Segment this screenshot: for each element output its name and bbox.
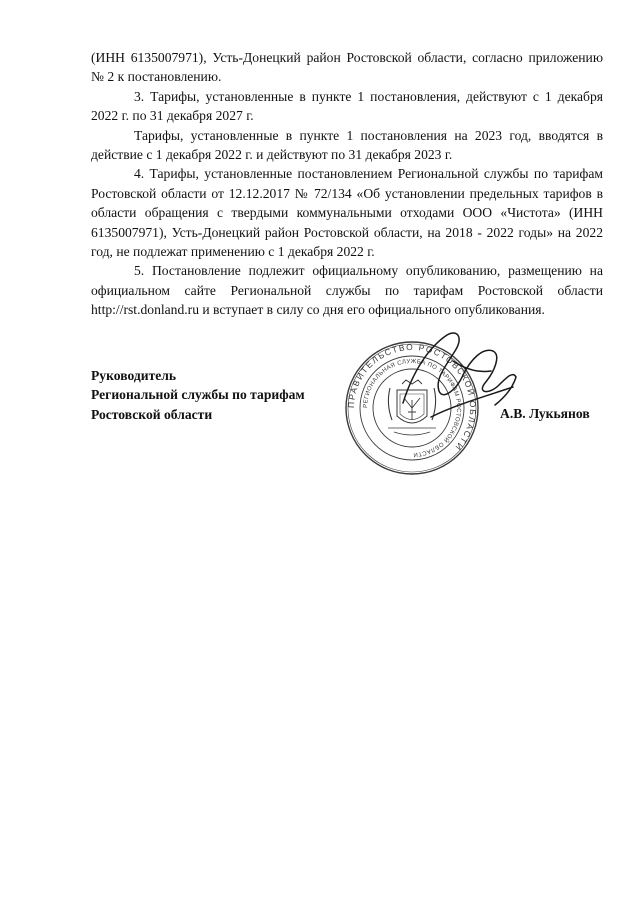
- paragraph-clause-4: 4. Тарифы, установленные постановлением Региональной службы по тарифам Ростовской области от 12.12.2017 № 72/134 «Об установлении предельных тарифов в области обращения с твердыми коммунальными отходами ООО «Чистота» (ИНН 6135007971), Усть-Донецкий район Ростовской области, на 2018 - 2022 годы» на 2022 год, не подлежат применению с 1 декабря 2022 г.: [91, 166, 603, 260]
- stamp-inner-text: РЕГИОНАЛЬНАЯ СЛУЖБА ПО ТАРИФАМ РОСТОВСКОЙ ОБЛАСТИ: [362, 358, 462, 458]
- document-body: [91, 48, 603, 320]
- paragraph-clause-5: 5. Постановление подлежит официальному опубликованию, размещению на официальном сайте Региональной службы по тарифам Ростовской области http://rst.donland.ru и вступает в силу со дня его официального опубликования.: [91, 263, 603, 318]
- paragraph-clause-3: 3. Тарифы, установленные в пункте 1 постановления, действуют с 1 декабря 2022 г. по 31 декабря 2027 г.: [91, 88, 603, 124]
- paragraph-continuation: (ИНН 6135007971), Усть-Донецкий район Ростовской области, согласно приложению № 2 к постановлению.: [91, 50, 603, 85]
- signatory-name: А.В. Лукьянов: [500, 406, 590, 421]
- position-line-2: Региональной службы по тарифам: [91, 387, 305, 403]
- position-line-3: Ростовской области: [91, 406, 213, 422]
- stamp-outer-text: ПРАВИТЕЛЬСТВО РОСТОВСКОЙ ОБЛАСТИ: [345, 341, 479, 454]
- paragraph-clause-3-2023: Тарифы, установленные в пункте 1 постановления на 2023 год, вводятся в действие с 1 декабря 2022 г. и действуют по 31 декабря 2023 г.: [91, 127, 603, 163]
- signatory-position: [91, 366, 305, 424]
- position-line-1: Руководитель: [91, 368, 177, 383]
